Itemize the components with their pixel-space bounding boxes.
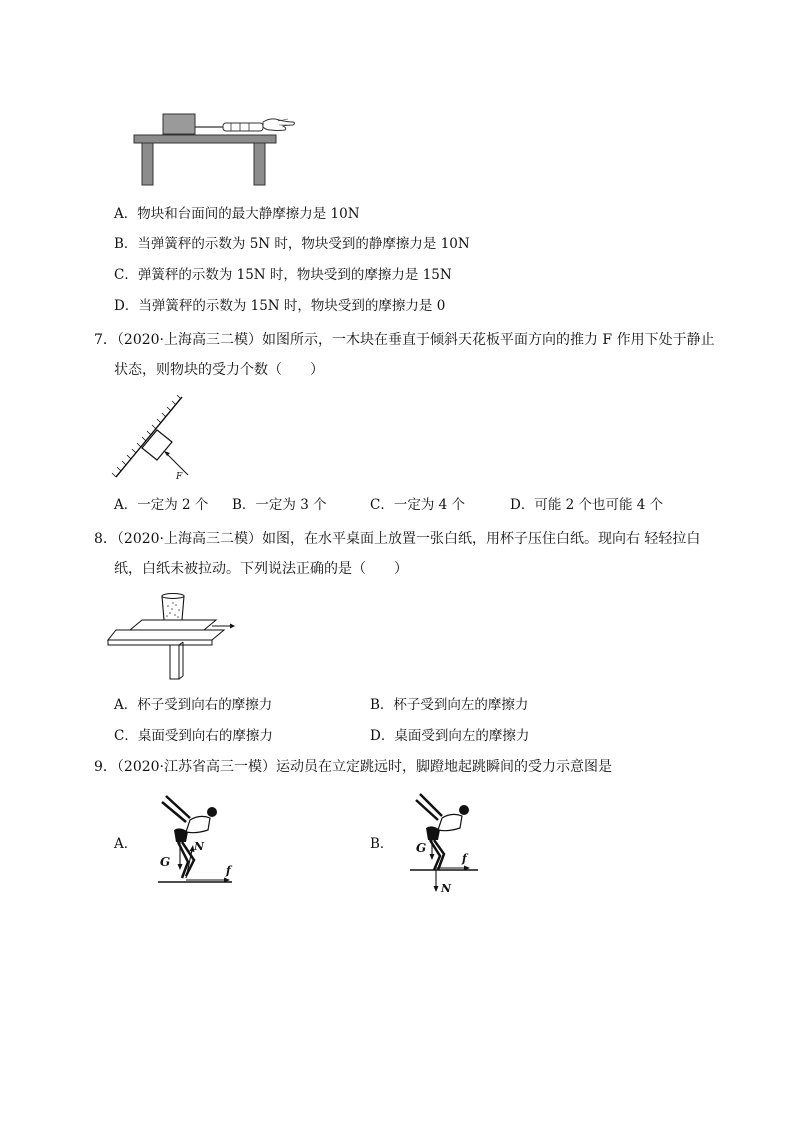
q8-stem-line2: 纸，白纸未被拉动。下列说法正确的是（ ） [114, 561, 408, 577]
q9-b-label-g: G [416, 841, 427, 855]
q8-figure-cup-on-paper [112, 592, 242, 682]
q6-option-c: C．弹簧秤的示数为 15N 时，物块受到的摩擦力是 15N [114, 267, 452, 283]
q9-a-label-g: G [160, 855, 171, 869]
q7-figure-label-f: F [176, 472, 183, 482]
q9-option-b-label: B． [370, 836, 394, 852]
q6-option-d: D．当弹簧秤的示数为 15N 时，物块受到的摩擦力是 0 [114, 298, 446, 314]
q7-option-a: A．一定为 2 个 [114, 497, 209, 513]
q7-option-d: D．可能 2 个也可能 4 个 [510, 497, 664, 513]
q6-option-b: B．当弹簧秤的示数为 5N 时，物块受到的静摩擦力是 10N [114, 236, 470, 252]
q7-figure-inclined-ceiling [112, 393, 202, 483]
q8-option-b: B．杯子受到向左的摩擦力 [370, 697, 529, 713]
q9-b-label-f: f [462, 852, 467, 865]
q9-stem-line1: 9．（2020·江苏省高三一模）运动员在立定跳远时，脚蹬地起跳瞬间的受力示意图是 [94, 759, 612, 775]
q7-stem-line1: 7．（2020·上海高三二模）如图所示，一木块在垂直于倾斜天花板平面方向的推力 F 作用下处于静止 [94, 332, 715, 348]
q8-option-c: C．桌面受到向右的摩擦力 [114, 728, 273, 744]
q7-stem-line2: 状态，则物块的受力个数（ ） [114, 362, 324, 378]
q6-option-a: A．物块和台面间的最大静摩擦力是 10N [114, 206, 360, 222]
q9-a-label-f: f [226, 864, 231, 877]
q9-a-label-n: N [194, 840, 205, 853]
q9-option-a-label: A． [114, 836, 138, 852]
q8-stem-line1: 8．（2020·上海高三二模）如图，在水平桌面上放置一张白纸，用杯子压住白纸。现向右 轻轻拉白 [94, 531, 701, 547]
q7-option-c: C．一定为 4 个 [370, 497, 466, 513]
q9-option-b-figure-jumper [408, 790, 488, 900]
q8-option-d: D．桌面受到向左的摩擦力 [370, 728, 530, 744]
q7-option-b: B．一定为 3 个 [232, 497, 327, 513]
q6-figure-table-spring-scale [128, 110, 308, 190]
q8-option-a: A．杯子受到向右的摩擦力 [114, 697, 273, 713]
q9-option-a-figure-jumper [152, 790, 242, 890]
q9-b-label-n: N [441, 882, 452, 895]
